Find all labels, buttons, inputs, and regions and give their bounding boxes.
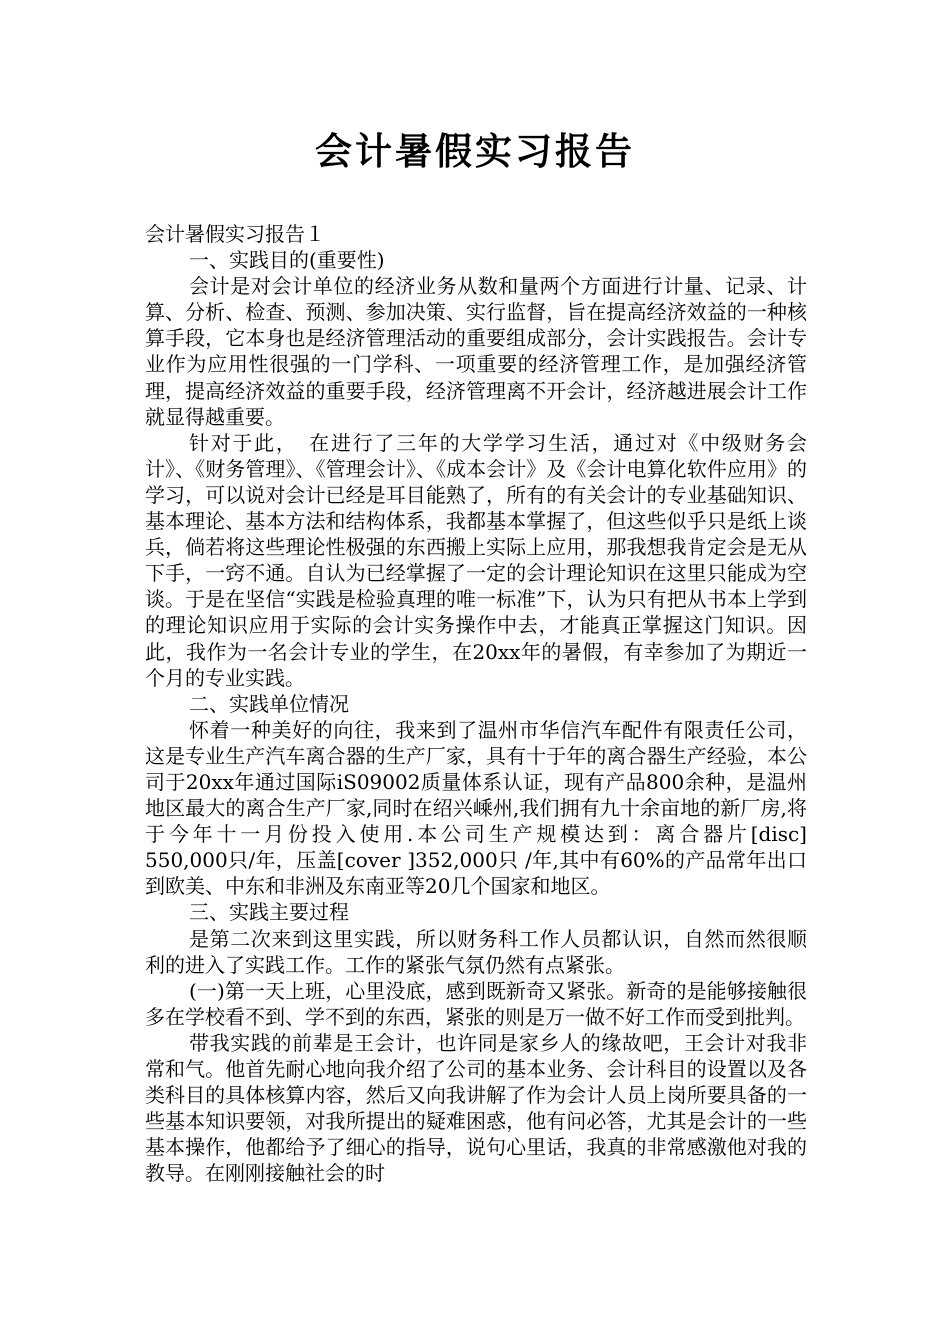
paragraph: 针对于此， 在进行了三年的大学学习生活，通过对《中级财务会计》、《财务管理》、《管理会计》、《成本会计》及《会计电算化软件应用》的学习，可以说对会计已经是耳目能熟了，所有的有关会计的专业基础知识、基本理论、基本方法和结构体系，我都基本掌握了，但这些似乎只是纸上谈兵，倘若将这些理论性极强的东西搬上实际上应用，那我想我肯定会是无从下手，一窍不通。自认为已经掌握了一定的会计理论知识在这里只能成为空谈。于是在坚信“实践是检验真理的唯一标准”下，认为只有把从书本上学到的理论知识应用于实际的会计实务操作中去，才能真正掌握这门知识。因此，我作为一名会计专业的学生，在20xx年的暑假，有幸参加了为期近一个月的专业实践。 bbox=[145, 430, 807, 690]
section-heading: 二、实践单位情况 bbox=[189, 691, 349, 716]
paragraph: 是第二次来到这里实践，所以财务科工作人员都认识，自然而然很顺利的进入了实践工作。工作的紧张气氛仍然有点紧张。 bbox=[145, 926, 807, 977]
paragraph: 会计是对会计单位的经济业务从数和量两个方面进行计量、记录、计算、分析、检查、预测、参加决策、实行监督，旨在提高经济效益的一种核算手段，它本身也是经济管理活动的重要组成部分，会计实践报告。会计专业作为应用性很强的一门学科、一项重要的经济管理工作，是加强经济管理，提高经济效益的重要手段，经济管理离不开会计，经济越进展会计工作就显得越重要。 bbox=[145, 274, 807, 429]
section-heading: 一、实践目的(重要性) bbox=[189, 248, 385, 273]
document-subtitle: 会计暑假实习报告１ bbox=[145, 222, 325, 246]
paragraph: 怀着一种美好的向往，我来到了温州市华信汽车配件有限责任公司，这是专业生产汽车离合器的生产厂家，具有十于年的离合器生产经验，本公司于20xx年通过国际iS09002质量体系认证，现有产品800余种，是温州地区最大的离合生产厂家,同时在绍兴嵊州,我们拥有九十余亩地的新厂房,将于今年十一月份投入使用.本公司生产规模达到：离合器片[disc] 550,000只/年，压盖[cover ]352,000只 /年,其中有60%的产品常年出口到欧美、中东和非洲及东南亚等20几个国家和地区。 bbox=[145, 717, 827, 899]
section-heading: 三、实践主要过程 bbox=[189, 900, 349, 925]
document-title: 会计暑假实习报告 bbox=[315, 130, 635, 173]
document-body bbox=[145, 221, 827, 1186]
paragraph: 带我实践的前辈是王会计，也许同是家乡人的缘故吧，王会计对我非常和气。他首先耐心地向我介绍了公司的基本业务、会计科目的设置以及各类科目的具体核算内容，然后又向我讲解了作为会计人员上岗所要具备的一些基本知识要领，对我所提出的疑难困惑，他有问必答，尤其是会计的一些基本操作，他都给予了细心的指导，说句心里话，我真的非常感激他对我的教导。在刚刚接触社会的时 bbox=[145, 1030, 807, 1186]
paragraph: (一)第一天上班，心里没底，感到既新奇又紧张。新奇的是能够接触很多在学校看不到、学不到的东西，紧张的则是万一做不好工作而受到批判。 bbox=[145, 978, 807, 1029]
